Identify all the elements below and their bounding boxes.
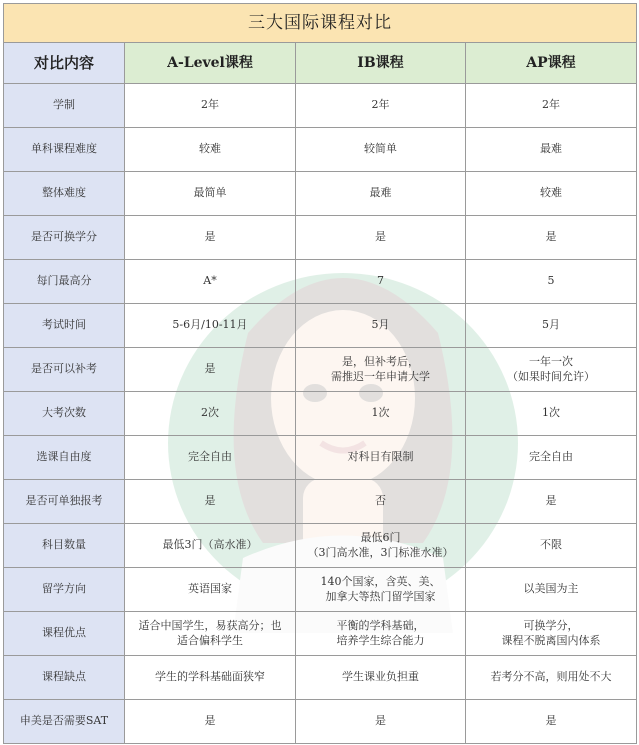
cell-ap: 是 [466, 216, 637, 260]
table-row [4, 480, 637, 524]
table-row [4, 392, 637, 436]
comparison-sheet [3, 3, 636, 742]
row-label: 申美是否需要SAT [4, 700, 125, 744]
cell-alevel: 最简单 [125, 172, 296, 216]
cell-ap: 是 [466, 480, 637, 524]
column-header-ap: AP课程 [466, 43, 637, 84]
cell-alevel: 是 [125, 216, 296, 260]
table-row [4, 84, 637, 128]
row-label: 是否可单独报考 [4, 480, 125, 524]
cell-alevel: 适合中国学生，易获高分；也 适合偏科学生 [125, 612, 296, 656]
cell-alevel: 完全自由 [125, 436, 296, 480]
column-header-alevel: A-Level课程 [125, 43, 296, 84]
table-row [4, 700, 637, 744]
cell-alevel: 2年 [125, 84, 296, 128]
table-body [4, 84, 637, 744]
cell-alevel: A* [125, 260, 296, 304]
cell-ib: 7 [296, 260, 466, 304]
cell-ap: 可换学分， 课程不脱离国内体系 [466, 612, 637, 656]
cell-alevel: 2次 [125, 392, 296, 436]
row-label: 留学方向 [4, 568, 125, 612]
cell-ap: 一年一次 （如果时间允许） [466, 348, 637, 392]
comparison-table [3, 3, 637, 744]
table-row [4, 216, 637, 260]
row-label: 选课自由度 [4, 436, 125, 480]
cell-ap: 2年 [466, 84, 637, 128]
row-label: 学制 [4, 84, 125, 128]
cell-ap: 完全自由 [466, 436, 637, 480]
cell-ib: 最低6门 （3门高水准，3门标准水准） [296, 524, 466, 568]
cell-ib: 对科目有限制 [296, 436, 466, 480]
cell-ib: 2年 [296, 84, 466, 128]
table-row [4, 348, 637, 392]
cell-ib: 5月 [296, 304, 466, 348]
column-header-criteria: 对比内容 [4, 43, 125, 84]
cell-ib: 最难 [296, 172, 466, 216]
table-row [4, 568, 637, 612]
cell-alevel: 是 [125, 480, 296, 524]
cell-ap: 以美国为主 [466, 568, 637, 612]
table-title: 三大国际课程对比 [4, 4, 637, 43]
column-header-ib: IB课程 [296, 43, 466, 84]
cell-ap: 1次 [466, 392, 637, 436]
cell-ap: 不限 [466, 524, 637, 568]
cell-alevel: 最低3门（高水准） [125, 524, 296, 568]
row-label: 单科课程难度 [4, 128, 125, 172]
table-row [4, 172, 637, 216]
cell-alevel: 较难 [125, 128, 296, 172]
cell-ap: 最难 [466, 128, 637, 172]
row-label: 科目数量 [4, 524, 125, 568]
table-row [4, 260, 637, 304]
row-label: 每门最高分 [4, 260, 125, 304]
cell-ib: 否 [296, 480, 466, 524]
table-row [4, 436, 637, 480]
cell-ib: 1次 [296, 392, 466, 436]
table-row [4, 524, 637, 568]
row-label: 是否可以补考 [4, 348, 125, 392]
cell-alevel: 英语国家 [125, 568, 296, 612]
cell-alevel: 是 [125, 700, 296, 744]
cell-ib: 是，但补考后， 需推迟一年申请大学 [296, 348, 466, 392]
cell-ib: 学生课业负担重 [296, 656, 466, 700]
row-label: 整体难度 [4, 172, 125, 216]
row-label: 大考次数 [4, 392, 125, 436]
cell-ap: 若考分不高，则用处不大 [466, 656, 637, 700]
cell-ib: 是 [296, 216, 466, 260]
cell-ap: 5 [466, 260, 637, 304]
row-label: 课程优点 [4, 612, 125, 656]
cell-ib: 较简单 [296, 128, 466, 172]
cell-ap: 5月 [466, 304, 637, 348]
row-label: 课程缺点 [4, 656, 125, 700]
cell-ap: 较难 [466, 172, 637, 216]
table-row [4, 656, 637, 700]
cell-ib: 平衡的学科基础， 培养学生综合能力 [296, 612, 466, 656]
table-row [4, 128, 637, 172]
cell-alevel: 学生的学科基础面狭窄 [125, 656, 296, 700]
row-label: 考试时间 [4, 304, 125, 348]
table-row [4, 304, 637, 348]
cell-alevel: 是 [125, 348, 296, 392]
cell-ib: 是 [296, 700, 466, 744]
row-label: 是否可换学分 [4, 216, 125, 260]
cell-ap: 是 [466, 700, 637, 744]
cell-alevel: 5-6月/10-11月 [125, 304, 296, 348]
cell-ib: 140个国家，含英、美、 加拿大等热门留学国家 [296, 568, 466, 612]
table-row [4, 612, 637, 656]
